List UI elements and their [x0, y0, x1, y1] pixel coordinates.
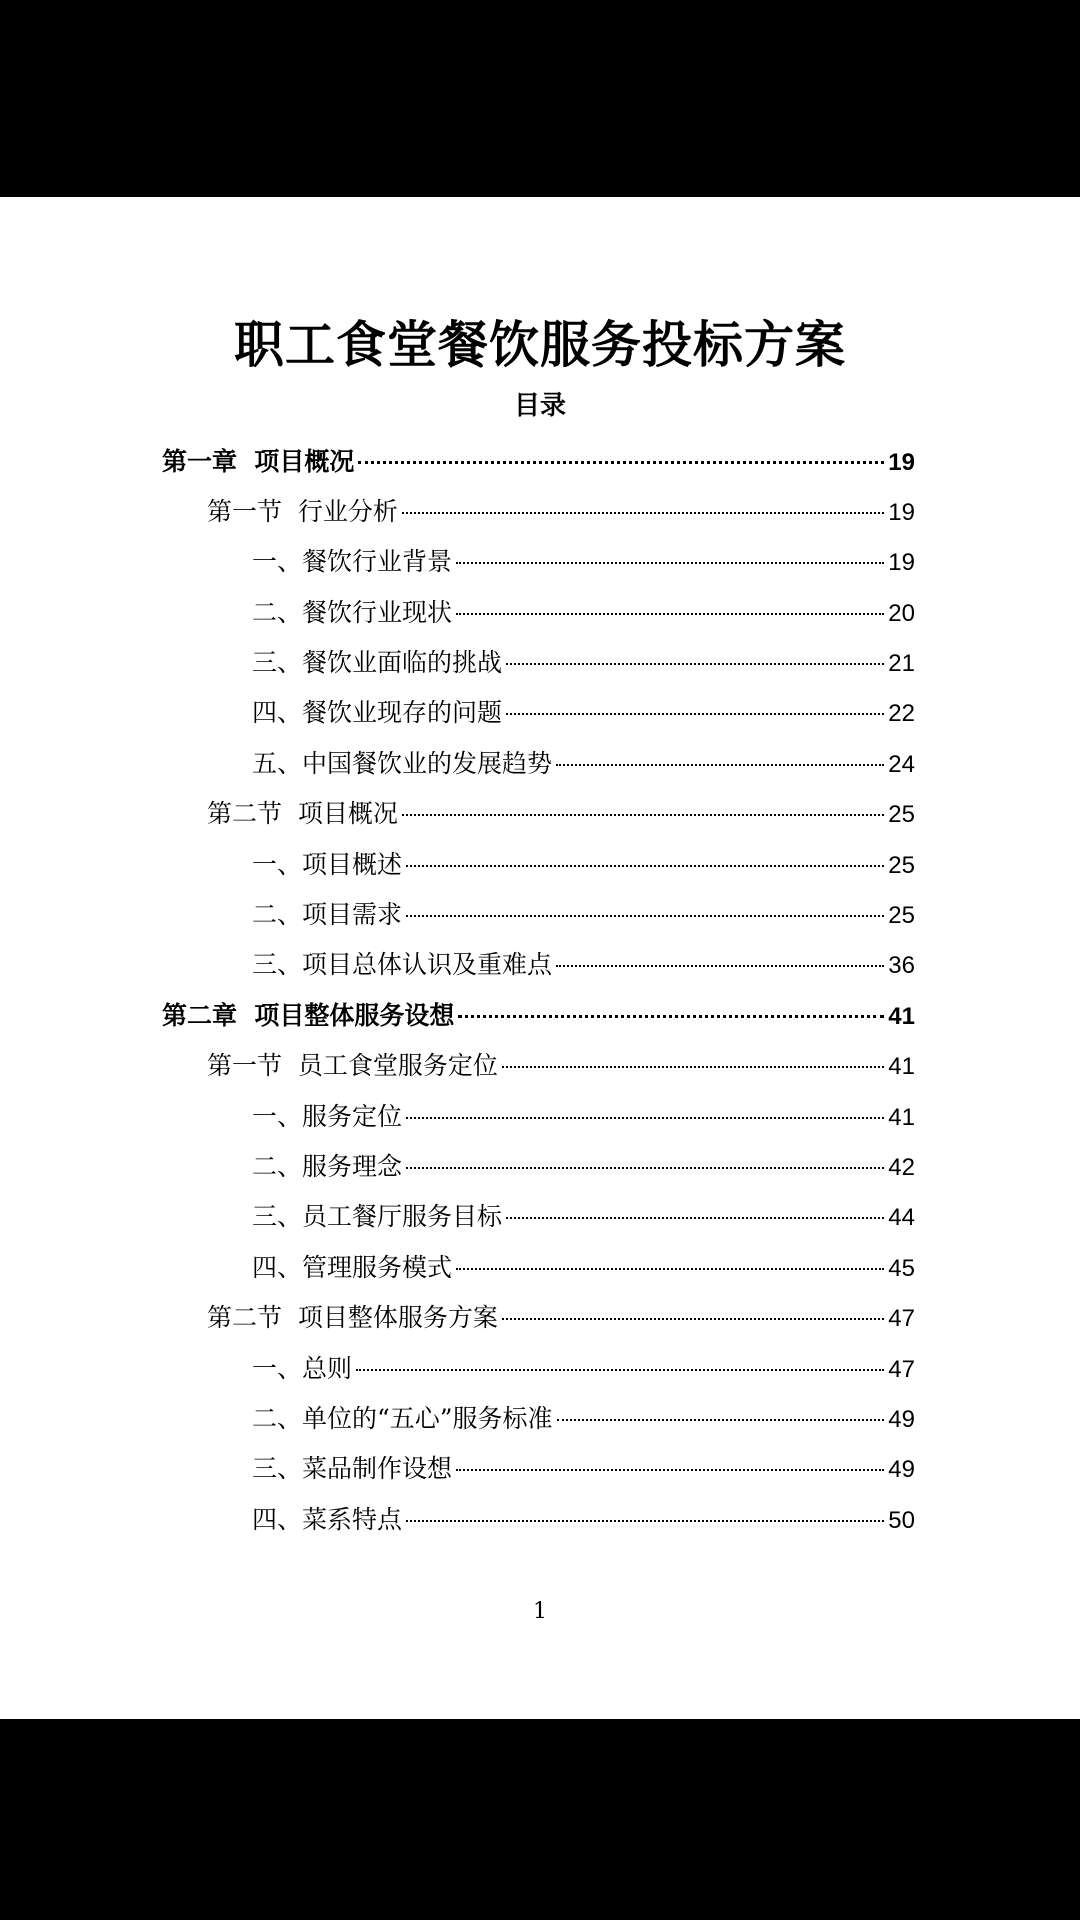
toc-entry[interactable] [162, 996, 915, 1036]
toc-entry-page: 47 [888, 1305, 915, 1332]
toc-entry-label: 四、管理服务模式 [252, 1253, 453, 1282]
toc-entry-label: 三、员工餐厅服务目标 [252, 1202, 503, 1231]
toc-entry[interactable] [252, 845, 915, 885]
document-title: 职工食堂餐饮服务投标方案 [234, 315, 846, 374]
toc-heading: 目录 [513, 391, 566, 421]
toc-entry[interactable] [252, 1349, 915, 1389]
page-number: 1 [533, 1599, 547, 1624]
toc-entry-label: 一、总则 [252, 1354, 353, 1383]
toc-entry-page: 25 [888, 801, 915, 828]
toc-entry-page: 19 [888, 449, 915, 476]
toc-entry-label: 一、项目概述 [252, 850, 403, 879]
toc-entry-label: 第一章 项目概况 [162, 447, 355, 476]
toc-entry-label: 一、餐饮行业背景 [252, 547, 453, 576]
toc-entry-page: 41 [888, 1104, 915, 1131]
toc-entry-label: 第二节 项目概况 [207, 799, 398, 828]
toc-entry[interactable] [252, 542, 915, 582]
toc-entry[interactable] [252, 895, 915, 935]
toc-entry-page: 21 [888, 650, 915, 677]
toc-entry[interactable] [207, 1298, 915, 1338]
toc-entry-label: 三、项目总体认识及重难点 [252, 950, 553, 979]
toc-entry-page: 24 [888, 751, 915, 778]
toc-entry[interactable] [207, 1046, 915, 1086]
toc-entry-page: 50 [888, 1507, 915, 1534]
toc-leader-dots [406, 915, 884, 917]
toc-entry[interactable] [252, 1197, 915, 1237]
toc-entry-page: 25 [888, 852, 915, 879]
toc-entry[interactable] [207, 492, 915, 532]
toc-leader-dots [506, 1217, 884, 1219]
toc-entry-label: 三、菜品制作设想 [252, 1454, 453, 1483]
toc-entry[interactable] [252, 1399, 915, 1439]
toc-entry-label: 三、餐饮业面临的挑战 [252, 648, 503, 677]
toc-entry-page: 25 [888, 902, 915, 929]
toc-entry-label: 第二节 项目整体服务方案 [207, 1303, 498, 1332]
toc-leader-dots [506, 663, 884, 665]
toc-entry-page: 36 [888, 952, 915, 979]
toc-entry-page: 22 [888, 700, 915, 727]
toc-entry[interactable] [252, 693, 915, 733]
toc-entry-page: 41 [888, 1053, 915, 1080]
toc-leader-dots [358, 461, 884, 464]
toc-entry-page: 19 [888, 549, 915, 576]
toc-leader-dots [456, 1469, 884, 1471]
toc-entry-page: 44 [888, 1204, 915, 1231]
toc-entry-page: 19 [888, 499, 915, 526]
toc-leader-dots [406, 1520, 884, 1522]
toc-entry[interactable] [252, 593, 915, 633]
toc-entry-label: 四、菜系特点 [252, 1505, 403, 1534]
toc-entry-label: 五、中国餐饮业的发展趋势 [252, 749, 553, 778]
toc-entry-label: 二、项目需求 [252, 900, 403, 929]
toc-entry[interactable] [207, 794, 915, 834]
toc-entry[interactable] [252, 1147, 915, 1187]
toc-entry-label: 第二章 项目整体服务设想 [162, 1001, 455, 1030]
toc-entry-label: 二、单位的“五心”服务标准 [252, 1404, 553, 1433]
toc-leader-dots [456, 1268, 884, 1270]
toc-entry-page: 20 [888, 600, 915, 627]
toc-leader-dots [556, 965, 884, 967]
toc-leader-dots [502, 1318, 884, 1320]
toc-entry-label: 第一节 员工食堂服务定位 [207, 1051, 498, 1080]
toc-leader-dots [557, 1419, 885, 1421]
toc-leader-dots [458, 1015, 884, 1018]
toc-leader-dots [556, 764, 884, 766]
toc-leader-dots [356, 1369, 884, 1371]
toc-entry[interactable] [162, 442, 915, 482]
toc-entry[interactable] [252, 643, 915, 683]
toc-entry[interactable] [252, 1449, 915, 1489]
toc-entry-page: 49 [888, 1456, 915, 1483]
toc-entry[interactable] [252, 1500, 915, 1540]
toc-entry-page: 45 [888, 1255, 915, 1282]
toc-entry[interactable] [252, 1248, 915, 1288]
toc-leader-dots [506, 713, 884, 715]
toc-entry[interactable] [252, 945, 915, 985]
toc-leader-dots [502, 1066, 884, 1068]
toc-entry-page: 41 [888, 1003, 915, 1030]
toc-leader-dots [456, 562, 884, 564]
toc-entry-page: 42 [888, 1154, 915, 1181]
toc-leader-dots [406, 1167, 884, 1169]
toc-entry-page: 47 [888, 1356, 915, 1383]
toc-entry-label: 第一节 行业分析 [207, 497, 398, 526]
toc-entry-page: 49 [888, 1406, 915, 1433]
toc-entry-label: 二、餐饮行业现状 [252, 598, 453, 627]
toc-entry-label: 一、服务定位 [252, 1102, 403, 1131]
toc-entry[interactable] [252, 1097, 915, 1137]
toc-entry-label: 四、餐饮业现存的问题 [252, 698, 503, 727]
toc-leader-dots [456, 613, 884, 615]
toc-entry[interactable] [252, 744, 915, 784]
toc-leader-dots [406, 1117, 884, 1119]
toc-leader-dots [402, 814, 884, 816]
toc-entry-label: 二、服务理念 [252, 1152, 403, 1181]
document-page[interactable] [0, 197, 1080, 1719]
toc-leader-dots [402, 512, 884, 514]
toc-leader-dots [406, 865, 884, 867]
